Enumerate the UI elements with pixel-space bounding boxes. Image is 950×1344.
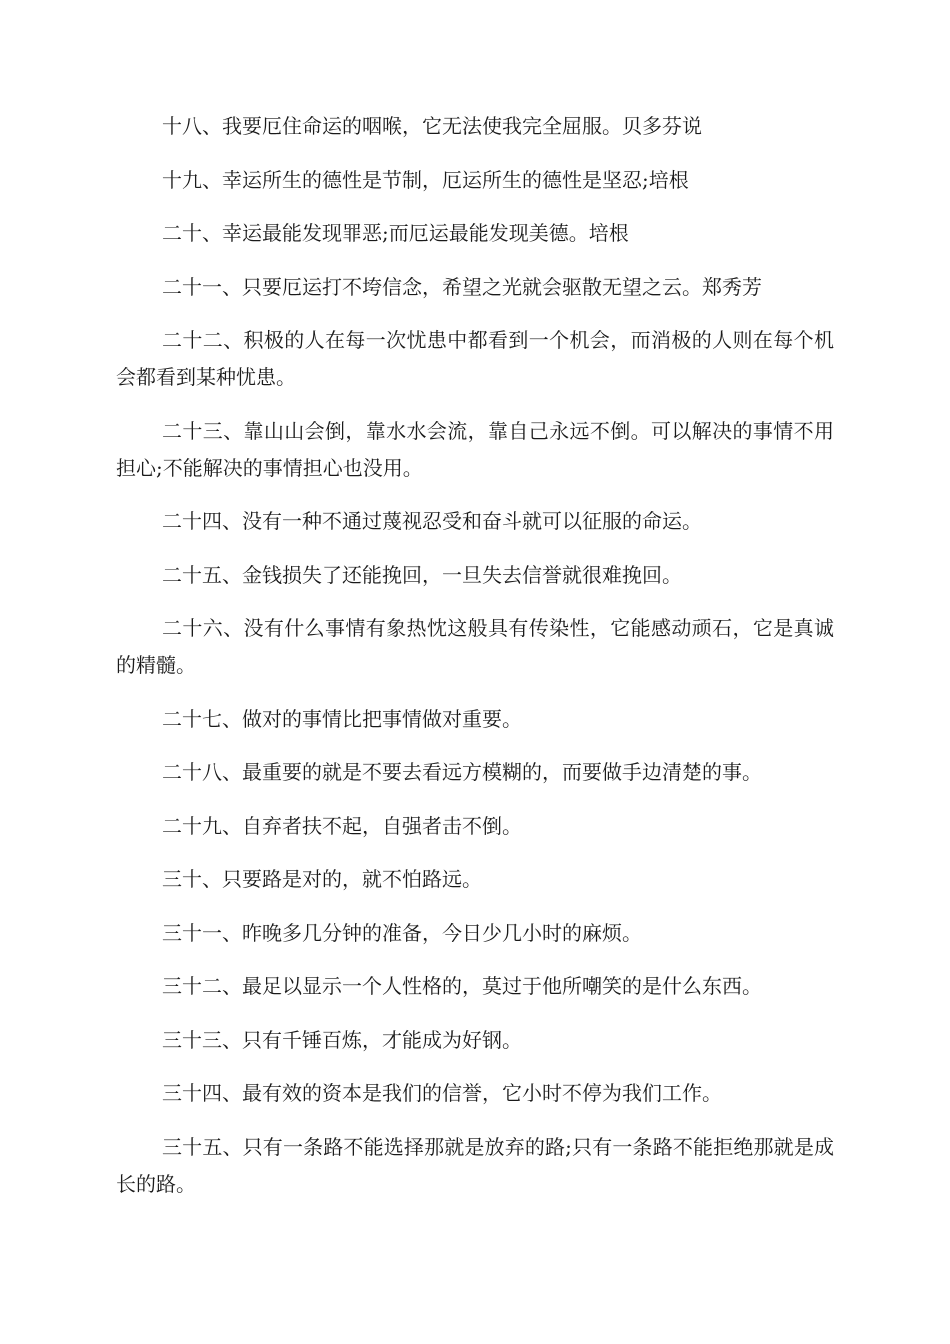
paragraph-35: 三十五、只有一条路不能选择那就是放弃的路;只有一条路不能拒绝那就是成长的路。 (116, 1134, 834, 1196)
document-body (116, 108, 834, 1219)
paragraph-28: 二十八、最重要的就是不要去看远方模糊的，而要做手边清楚的事。 (162, 760, 762, 784)
paragraph-20: 二十、幸运最能发现罪恶;而厄运最能发现美德。培根 (162, 221, 629, 245)
paragraph-26: 二十六、没有什么事情有象热忱这般具有传染性，它能感动顽石，它是真诚的精髓。 (116, 616, 834, 677)
paragraph-22: 二十二、积极的人在每一次忧患中都看到一个机会，而消极的人则在每个机会都看到某种忧患。 (116, 328, 834, 389)
paragraph-33: 三十三、只有千锤百炼，才能成为好钢。 (162, 1027, 522, 1052)
paragraph-24: 二十四、没有一种不通过蔑视忍受和奋斗就可以征服的命运。 (162, 509, 702, 533)
paragraph-19: 十九、幸运所生的德性是节制，厄运所生的德性是坚忍;培根 (162, 167, 689, 192)
paragraph-30: 三十、只要路是对的，就不怕路远。 (162, 867, 482, 891)
paragraph-31: 三十一、昨晚多几分钟的准备，今日少几小时的麻烦。 (162, 920, 642, 945)
paragraph-18: 十八、我要厄住命运的咽喉，它无法使我完全屈服。贝多芬说 (162, 114, 702, 138)
paragraph-21: 二十一、只要厄运打不垮信念，希望之光就会驱散无望之云。郑秀芳 (162, 274, 762, 299)
paragraph-32: 三十二、最足以显示一个人性格的，莫过于他所嘲笑的是什么东西。 (162, 974, 762, 998)
paragraph-23: 二十三、靠山山会倒，靠水水会流，靠自己永远不倒。可以解决的事情不用担心;不能解决的事情担心也没用。 (116, 418, 834, 480)
paragraph-29: 二十九、自弃者扶不起，自强者击不倒。 (162, 813, 522, 838)
paragraph-25: 二十五、金钱损失了还能挽回，一旦失去信誉就很难挽回。 (162, 562, 682, 587)
paragraph-34: 三十四、最有效的资本是我们的信誉，它小时不停为我们工作。 (162, 1081, 722, 1105)
paragraph-27: 二十七、做对的事情比把事情做对重要。 (162, 706, 522, 731)
